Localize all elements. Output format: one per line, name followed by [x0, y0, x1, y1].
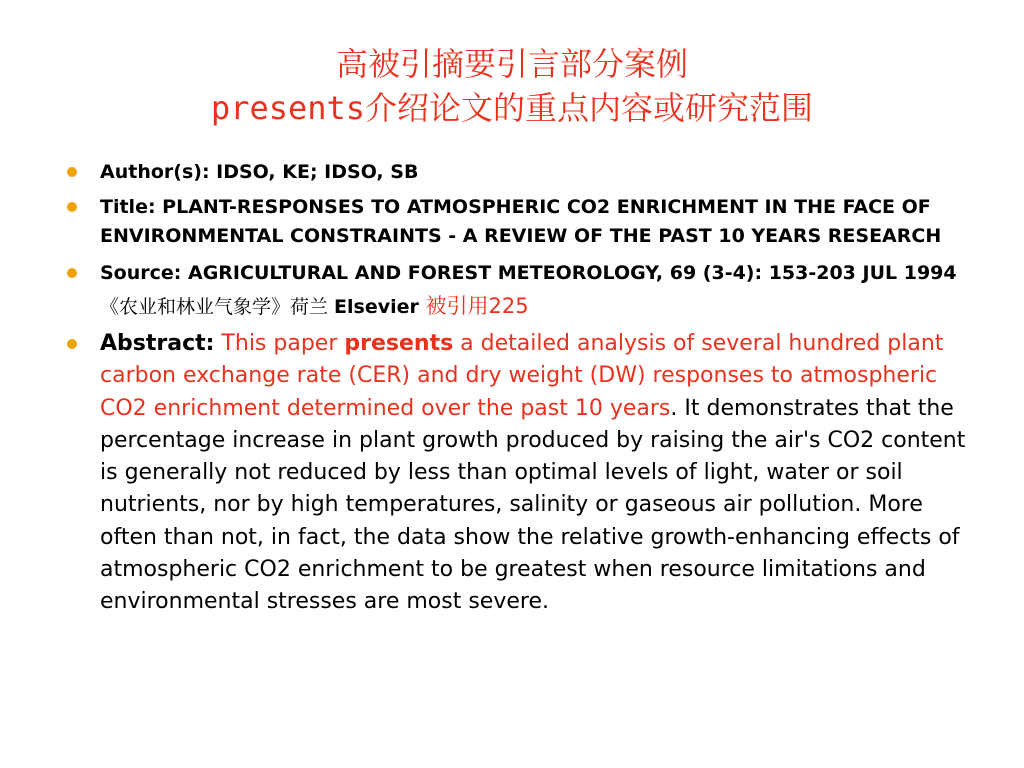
author-label: Author(s): — [100, 161, 217, 183]
bullet-dot-icon — [67, 167, 77, 177]
slide-title — [0, 42, 1024, 130]
author-entry — [64, 158, 974, 187]
abstract-presents-word: presents — [344, 331, 454, 356]
source-label: Source: — [100, 262, 188, 284]
abstract-highlight-2: a detailed analysis of several hundred plant carbon exchange rate (CER) and dry weight (DW) responses to atmospheric CO2 enrichment determined over the past 10 years — [100, 331, 944, 421]
source-value: AGRICULTURAL AND FOREST METEOROLOGY, 69 (3-4): 153-203 JUL 1994 — [188, 262, 957, 284]
abstract-label: Abstract: — [100, 331, 215, 356]
source-publisher: Elsevier — [334, 296, 426, 318]
abstract-highlight-1: This paper — [214, 331, 345, 356]
title-value: PLANT-RESPONSES TO ATMOSPHERIC CO2 ENRICHMENT IN THE FACE OF ENVIRONMENTAL CONSTRAINTS - A REVIEW OF THE PAST 10 YEARS RESEARCH — [100, 196, 942, 247]
cited-count: 被引用225 — [425, 294, 529, 318]
abstract-entry — [64, 328, 974, 619]
title-line-2-text: 介绍论文的重点内容或研究范围 — [365, 89, 814, 127]
bullet-dot-icon — [67, 268, 77, 278]
author-value: IDSO, KE; IDSO, SB — [216, 161, 419, 183]
source-journal-cn: 《农业和林业气象学》荷兰 — [100, 296, 335, 318]
abstract-body: . It demonstrates that the percentage increase in plant growth produced by raising the air's CO2 content is generally not reduced by less than optimal levels of light, water or soil nutrients, nor by high temperatures, salinity or gaseous air pollution. More often than not, in fact, the data show the relative growth-enhancing effects of atmospheric CO2 enrichment to be greatest when resource limitations and environmental stresses are most severe. — [100, 395, 966, 615]
title-presents-word: presents — [210, 89, 366, 127]
title-label: Title: — [100, 196, 163, 218]
bullet-dot-icon — [67, 339, 77, 349]
bullet-dot-icon — [67, 202, 77, 212]
title-line-1: 高被引摘要引言部分案例 — [335, 45, 688, 83]
bullet-list — [64, 158, 974, 619]
title-line-2 — [0, 86, 1024, 130]
title-entry — [64, 193, 974, 251]
source-entry — [64, 257, 974, 324]
